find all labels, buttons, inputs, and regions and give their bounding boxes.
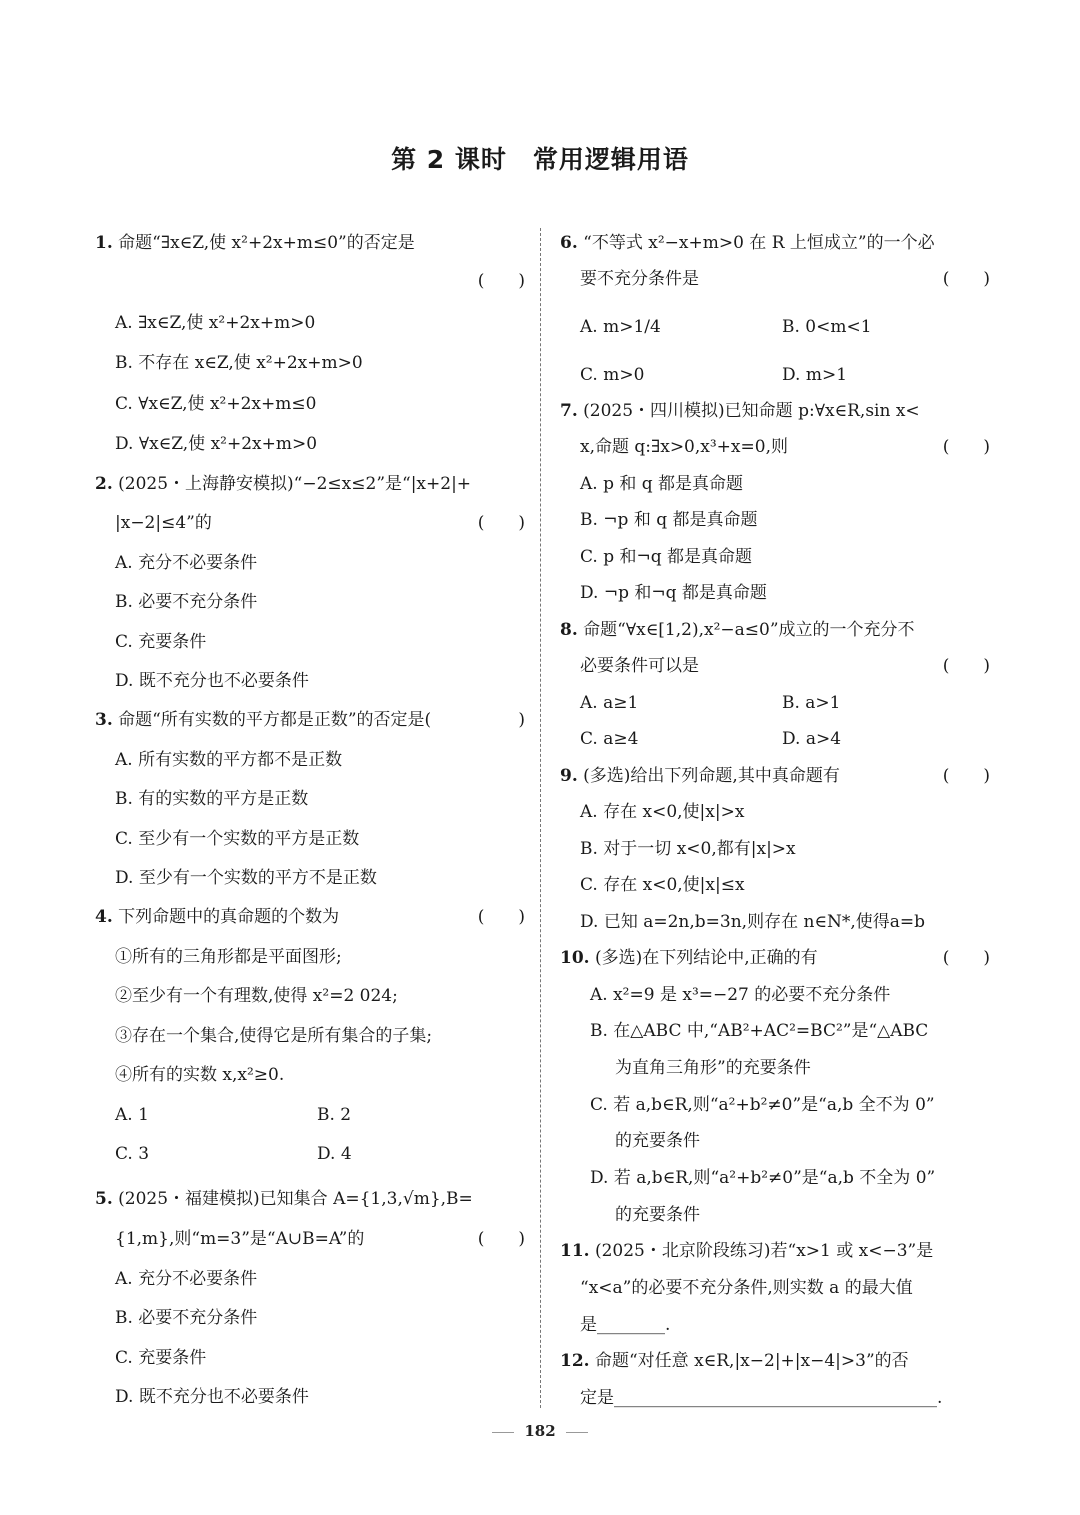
answer-parens-q5b: ( ) — [477, 1229, 525, 1249]
page-number: 182 — [524, 1422, 556, 1440]
text-line-q7D: D. ¬p 和¬q 都是真命题 — [580, 583, 767, 603]
text-line-q4s4: ④所有的实数 x,x²≥0. — [115, 1065, 285, 1085]
text-line-q5A: A. 充分不必要条件 — [115, 1269, 258, 1289]
text-line-q10A: A. x²=9 是 x³=−27 的必要不充分条件 — [590, 985, 891, 1005]
question-number: 11. — [560, 1241, 590, 1261]
text-line-q6C: C. m>0 — [580, 365, 645, 385]
answer-parens-q6b: ( ) — [942, 269, 990, 289]
text-line-q7A: A. p 和 q 都是真命题 — [580, 474, 744, 494]
option-q8C-second: D. a>4 — [782, 729, 842, 749]
question-number: 6. — [560, 233, 578, 253]
text-line-q2a: 2. (2025・上海静安模拟)“−2≤x≤2”是“|x+2|+ — [95, 474, 472, 494]
text-line-q1a: 1. 命题“∃x∈Z,使 x²+2x+m≤0”的否定是 — [95, 233, 415, 253]
page-footer — [0, 1422, 1080, 1440]
question-number: 7. — [560, 401, 578, 421]
answer-parens-q9a: ( ) — [942, 766, 990, 786]
text-line-q8a: 8. 命题“∀x∈[1,2),x²−a≤0”成立的一个充分不 — [560, 620, 915, 640]
answer-parens-q4a: ( ) — [477, 907, 525, 927]
text-line-q5b: {1,m},则“m=3”是“A∪B=A”的 — [115, 1229, 365, 1249]
answer-parens-q2b: ( ) — [477, 513, 525, 533]
text-line-q5C: C. 充要条件 — [115, 1348, 207, 1368]
text-line-q7C: C. p 和¬q 都是真命题 — [580, 547, 753, 567]
text-line-q2A: A. 充分不必要条件 — [115, 553, 258, 573]
text-line-q7b: x,命题 q:∃x>0,x³+x=0,则 — [580, 437, 788, 457]
footer-rule-right — [566, 1432, 588, 1433]
text-line-q6b: 要不充分条件是 — [580, 269, 699, 289]
question-number: 1. — [95, 233, 113, 253]
page-title: 第 2 课时 常用逻辑用语 — [391, 145, 689, 174]
question-number: 5. — [95, 1189, 113, 1209]
text-line-q4a: 4. 下列命题中的真命题的个数为 — [95, 907, 340, 927]
text-line-q2B: B. 必要不充分条件 — [115, 592, 258, 612]
text-line-q10B1: B. 在△ABC 中,“AB²+AC²=BC²”是“△ABC — [590, 1021, 929, 1041]
text-line-q9B: B. 对于一切 x<0,都有|x|>x — [580, 839, 796, 859]
text-line-q8A: A. a≥1 — [580, 693, 639, 713]
answer-parens-q3a: ) — [484, 710, 525, 730]
option-q6A-second: B. 0<m<1 — [782, 317, 872, 337]
text-line-q10D1: D. 若 a,b∈R,则“a²+b²≠0”是“a,b 不全为 0” — [590, 1168, 936, 1188]
question-number: 12. — [560, 1351, 590, 1371]
text-line-q12b: 定是______________________________________. — [580, 1388, 943, 1408]
text-line-q2D: D. 既不充分也不必要条件 — [115, 671, 309, 691]
footer-rule-left — [492, 1432, 514, 1433]
text-line-q4s2: ②至少有一个有理数,使得 x²=2 024; — [115, 986, 398, 1006]
text-line-q4s3: ③存在一个集合,使得它是所有集合的子集; — [115, 1026, 433, 1046]
text-line-q7a: 7. (2025・四川模拟)已知命题 p:∀x∈R,sin x< — [560, 401, 920, 421]
text-line-q1D: D. ∀x∈Z,使 x²+2x+m>0 — [115, 434, 318, 454]
answer-parens-q1p: ( ) — [477, 271, 525, 291]
text-line-q10C2: 的充要条件 — [615, 1131, 700, 1151]
column-divider — [540, 228, 541, 1408]
option-q4C-second: D. 4 — [317, 1144, 352, 1164]
text-line-q4A: A. 1 — [115, 1105, 149, 1125]
answer-parens-q10a: ( ) — [942, 948, 990, 968]
text-line-q8C: C. a≥4 — [580, 729, 639, 749]
text-line-q5D: D. 既不充分也不必要条件 — [115, 1387, 309, 1407]
text-line-q9D: D. 已知 a=2n,b=3n,则存在 n∈N*,使得a=b — [580, 912, 926, 932]
text-line-q6A: A. m>1/4 — [580, 317, 661, 337]
text-line-q10C1: C. 若 a,b∈R,则“a²+b²≠0”是“a,b 全不为 0” — [590, 1095, 935, 1115]
text-line-q9C: C. 存在 x<0,使|x|≤x — [580, 875, 745, 895]
text-line-q8b: 必要条件可以是 — [580, 656, 699, 676]
answer-parens-q8b: ( ) — [942, 656, 990, 676]
text-line-q10B2: 为直角三角形”的充要条件 — [615, 1058, 811, 1078]
text-line-q5a: 5. (2025・福建模拟)已知集合 A={1,3,√m},B= — [95, 1189, 473, 1209]
text-line-q9a: 9. (多选)给出下列命题,其中真命题有 — [560, 766, 840, 786]
option-q4A-second: B. 2 — [317, 1105, 352, 1125]
text-line-q6a: 6. “不等式 x²−x+m>0 在 R 上恒成立”的一个必 — [560, 233, 935, 253]
text-line-q11c: 是________. — [580, 1315, 671, 1335]
question-number: 9. — [560, 766, 578, 786]
text-line-q1C: C. ∀x∈Z,使 x²+2x+m≤0 — [115, 394, 317, 414]
text-line-q1B: B. 不存在 x∈Z,使 x²+2x+m>0 — [115, 353, 363, 373]
text-line-q3A: A. 所有实数的平方都不是正数 — [115, 750, 343, 770]
text-line-q10a: 10. (多选)在下列结论中,正确的有 — [560, 948, 818, 968]
question-number: 10. — [560, 948, 590, 968]
text-line-q4C: C. 3 — [115, 1144, 150, 1164]
text-line-q3B: B. 有的实数的平方是正数 — [115, 789, 309, 809]
text-line-q3a: 3. 命题“所有实数的平方都是正数”的否定是( — [95, 710, 432, 730]
text-line-q4s1: ①所有的三角形都是平面图形; — [115, 947, 342, 967]
text-line-q1A: A. ∃x∈Z,使 x²+2x+m>0 — [115, 313, 316, 333]
text-line-q5B: B. 必要不充分条件 — [115, 1308, 258, 1328]
text-line-q11b: “x<a”的必要不充分条件,则实数 a 的最大值 — [580, 1278, 913, 1298]
text-line-q10D2: 的充要条件 — [615, 1205, 700, 1225]
text-line-q7B: B. ¬p 和 q 都是真命题 — [580, 510, 758, 530]
question-number: 3. — [95, 710, 113, 730]
text-line-q9A: A. 存在 x<0,使|x|>x — [580, 802, 745, 822]
text-line-q2C: C. 充要条件 — [115, 632, 207, 652]
option-q8A-second: B. a>1 — [782, 693, 841, 713]
text-line-q12a: 12. 命题“对任意 x∈R,|x−2|+|x−4|>3”的否 — [560, 1351, 909, 1371]
text-line-q3C: C. 至少有一个实数的平方是正数 — [115, 829, 360, 849]
question-number: 4. — [95, 907, 113, 927]
question-number: 2. — [95, 474, 113, 494]
option-q6C-second: D. m>1 — [782, 365, 848, 385]
text-line-q3D: D. 至少有一个实数的平方不是正数 — [115, 868, 377, 888]
answer-parens-q7b: ( ) — [942, 437, 990, 457]
text-line-q11a: 11. (2025・北京阶段练习)若“x>1 或 x<−3”是 — [560, 1241, 934, 1261]
question-number: 8. — [560, 620, 578, 640]
text-line-q2b: |x−2|≤4”的 — [115, 513, 212, 533]
